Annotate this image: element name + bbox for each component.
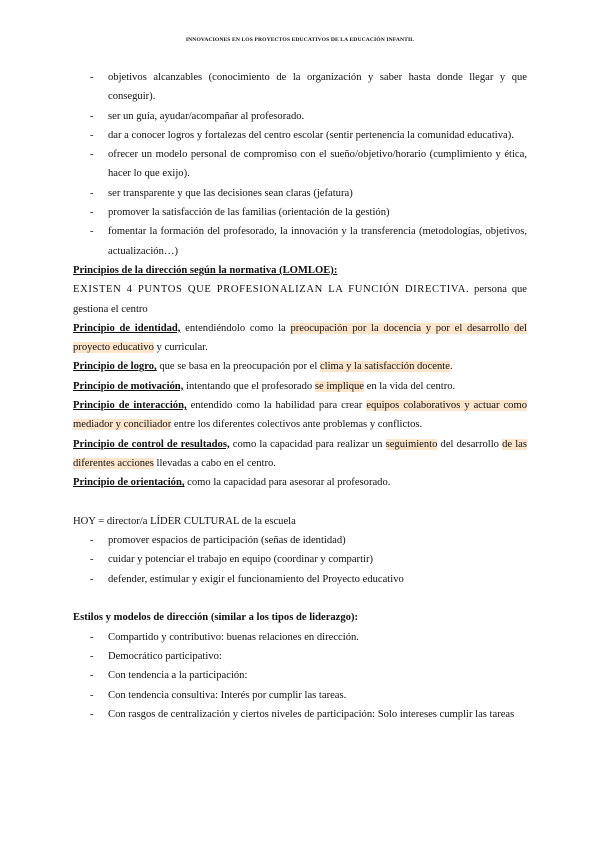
- list-item: - promover la satisfacción de las familias (orientación de la gestión): [73, 203, 527, 222]
- highlight: se implique: [314, 380, 364, 392]
- highlight: de las diferentes acciones: [73, 438, 527, 469]
- leadership-functions-list: [73, 68, 527, 261]
- principle-identity: [73, 319, 527, 358]
- document-body: [73, 68, 527, 724]
- highlight: clima y la satisfacción docente: [319, 361, 450, 373]
- principle-interaction: [73, 396, 527, 435]
- principle-text: que se basa en la preocupación por el: [156, 361, 320, 373]
- list-item: - Con tendencia a la participación:: [73, 666, 527, 685]
- highlight: seguimiento: [385, 438, 438, 450]
- intro-paragraph: [73, 280, 527, 319]
- highlight: equipos colaborativos y actuar como mediador y conciliador: [73, 400, 527, 431]
- styles-list: [73, 628, 527, 724]
- blank-line: [73, 589, 527, 608]
- principle-achievement: [73, 357, 527, 376]
- list-item: - Con rasgos de centralización y ciertos niveles de participación: Solo intereses cumplir las tareas: [73, 705, 527, 724]
- list-item: - defender, estimular y exigir el funcionamiento del Proyecto educativo: [73, 570, 527, 589]
- principles-heading: Principios de la dirección según la normativa (LOMLOE):: [73, 264, 338, 276]
- highlight: preocupación por la docencia y por el desarrollo del proyecto educativo: [73, 322, 527, 354]
- cultural-leader-list: [73, 531, 527, 589]
- list-item: - objetivos alcanzables (conocimiento de la organización y saber hasta donde llegar y que conseguir).: [73, 68, 527, 107]
- hoy-line: HOY = director/a LÍDER CULTURAL de la escuela: [73, 515, 296, 527]
- principle-text: entendido como la habilidad para crear: [186, 400, 367, 412]
- principle-text: entre los diferentes colectivos ante problemas y conflictos.: [171, 419, 423, 431]
- principle-title: Principio de motivación,: [73, 380, 184, 392]
- principle-text: intentando que el profesorado: [183, 380, 315, 392]
- list-item: - ser un guía, ayudar/acompañar al profesorado.: [73, 107, 527, 126]
- principle-title: Principio de interacción,: [73, 400, 187, 412]
- list-item: - Con tendencia consultiva: Interés por cumplir las tareas.: [73, 686, 527, 705]
- principle-title: Principio de orientación,: [73, 477, 185, 489]
- list-item: - dar a conocer logros y fortalezas del centro escolar (sentir pertenencia la comunidad educativa).: [73, 126, 527, 145]
- list-item: - Democrático participativo:: [73, 647, 527, 666]
- principle-text: como la capacidad para realizar un: [229, 438, 386, 450]
- principle-text: como la capacidad para asesorar al profesorado.: [184, 477, 391, 489]
- principle-text: del desarrollo: [437, 438, 503, 450]
- principle-text: y curricular.: [153, 342, 208, 354]
- principle-title: Principio de logro,: [73, 361, 157, 373]
- list-item: - ofrecer un modelo personal de compromiso con el sueño/objetivo/horario (cumplimiento y ética, hacer lo que exijo).: [73, 145, 527, 184]
- list-item: - promover espacios de participación (señas de identidad): [73, 531, 527, 550]
- blank-line: [73, 493, 527, 512]
- intro-rest: persona que gestiona el centro: [73, 284, 527, 315]
- intro-caps: EXISTEN 4 PUNTOS QUE PROFESIONALIZAN LA FUNCIÓN DIRECTIVA.: [73, 284, 470, 296]
- principle-text: entendiéndolo como la: [180, 322, 291, 334]
- principle-results-control: [73, 435, 527, 474]
- list-item: - fomentar la formación del profesorado, la innovación y la transferencia (metodologías, objetivos, actualización…): [73, 222, 527, 261]
- list-item: - cuidar y potenciar el trabajo en equipo (coordinar y compartir): [73, 550, 527, 569]
- principle-title: Principio de identidad,: [73, 322, 181, 334]
- list-item: - Compartido y contributivo: buenas relaciones en dirección.: [73, 628, 527, 647]
- list-item: - ser transparente y que las decisiones sean claras (jefatura): [73, 184, 527, 203]
- principle-text: .: [449, 361, 453, 373]
- principle-text: en la vida del centro.: [364, 380, 456, 392]
- principle-title: Principio de control de resultados,: [73, 438, 230, 450]
- styles-heading: Estilos y modelos de dirección (similar a los tipos de liderazgo):: [73, 612, 359, 624]
- principle-motivation: [73, 377, 527, 396]
- page-header: INNOVACIONES EN LOS PROYECTOS EDUCATIVOS DE LA EDUCACIÓN INFANTIL: [185, 37, 415, 43]
- principle-text: llevadas a cabo en el centro.: [153, 457, 276, 469]
- principle-orientation: [73, 473, 527, 492]
